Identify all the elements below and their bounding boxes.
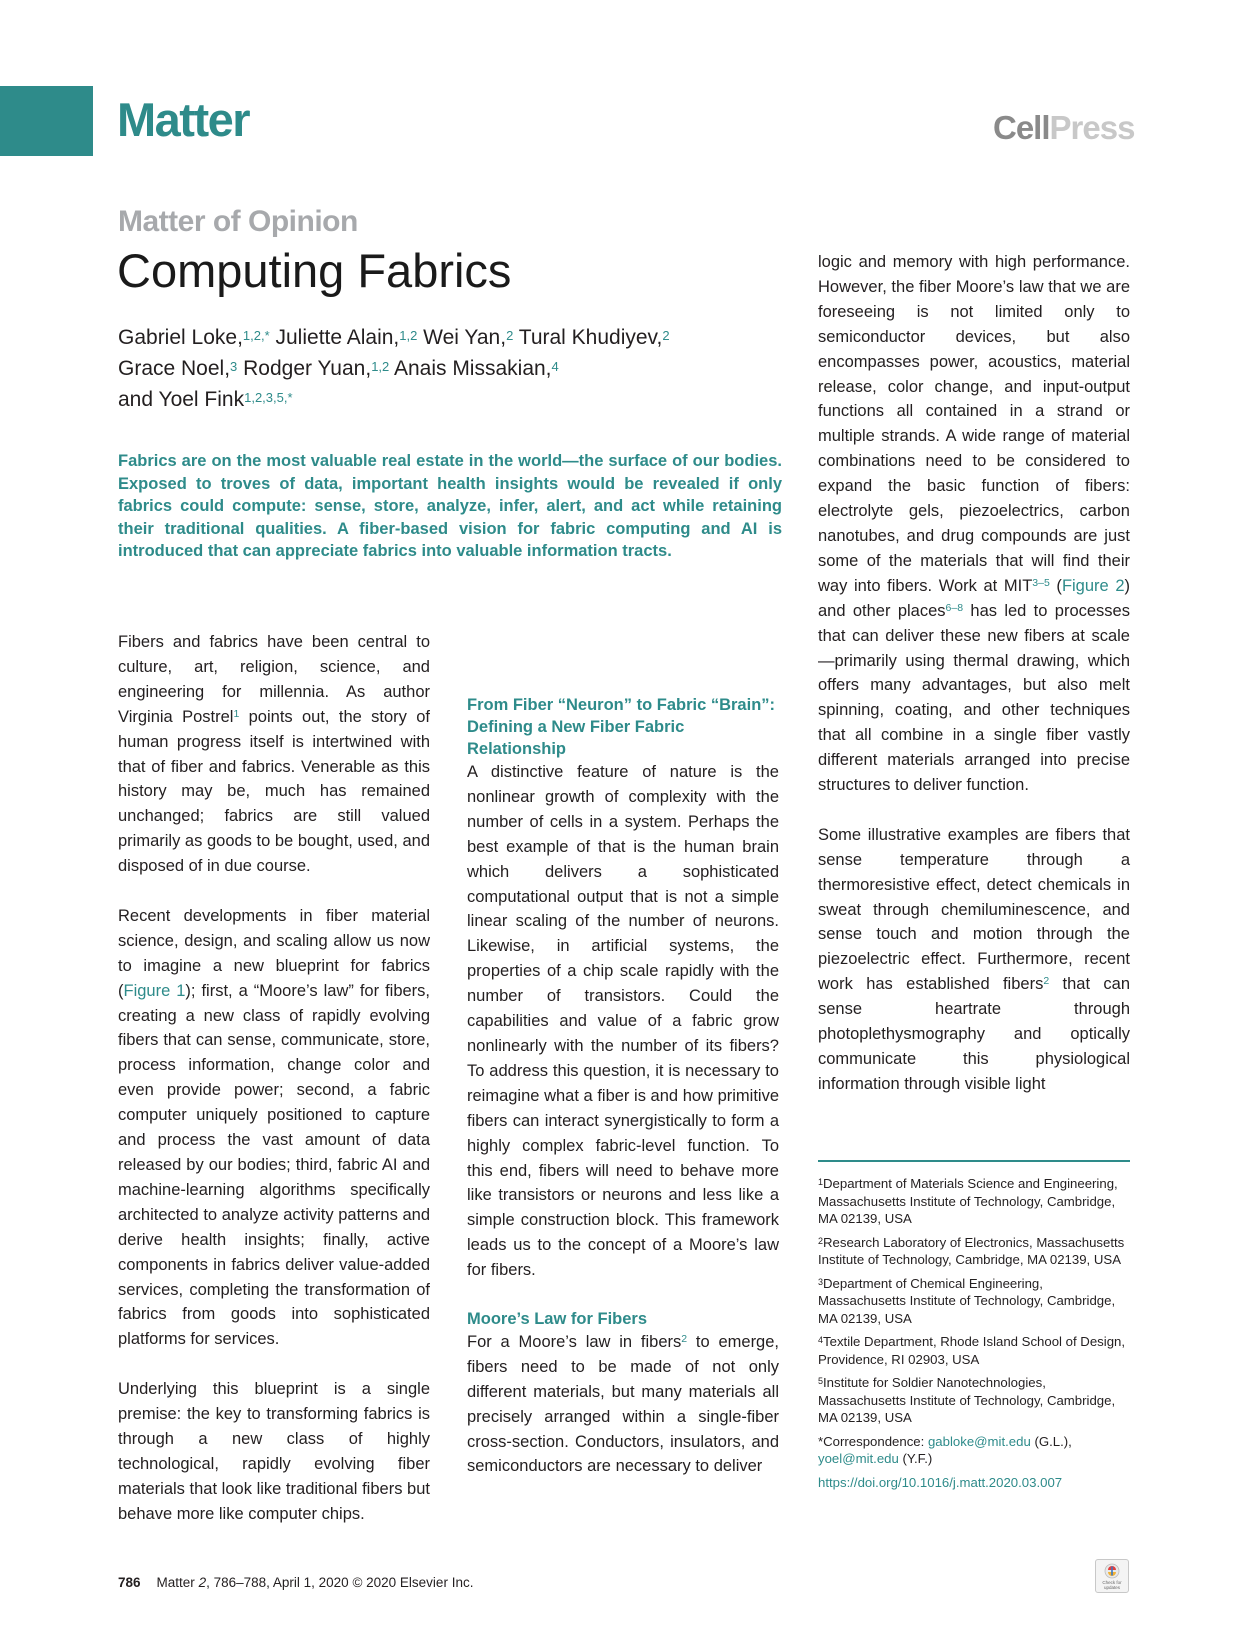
reference-link[interactable]: 2 (681, 1332, 688, 1345)
article-title: Computing Fabrics (117, 244, 512, 297)
author-list (118, 322, 758, 415)
author-name: Gabriel Loke, (118, 326, 243, 349)
section-heading: Moore’s Law for Fibers (467, 1309, 648, 1328)
author-name: Wei Yan, (423, 326, 507, 349)
author-name: Juliette Alain, (275, 326, 400, 349)
body-paragraph: Recent developments in fiber material science, design, and scaling allow us now to imagine a new blueprint for fabrics (Figure 1); first, a “Moore’s law” for fibers, creating a new class of rapidly evolving fibers that can sense, communicate, store, process information, change color and even provide power; second, a fabric computer uniquely positioned to capture and process the vast amount of data released by our bodies; third, fabric AI and machine-learning algorithms specifically architected to analyze activity patterns and derive health insights; finally, active components in fabrics deliver value-added services, completing the transformation of fabrics from goods into sophisticated platforms for services. (118, 906, 430, 1349)
doi-link[interactable]: https://doi.org/10.1016/j.matt.2020.03.007 (818, 1474, 1063, 1490)
body-paragraph: For a Moore’s law in fibers$^2$ to emerge, fibers need to be made of not only different materials, but many materials all precisely arranged within a single-fiber cross-section. Conductors, insulators, and semiconductors are necessary to deliver (467, 1332, 779, 1476)
abstract: Fabrics are on the most valuable real estate in the world—the surface of our bodies. Exposed to troves of data, important health insights would be revealed if only fabrics could compute: sense, store, analyze, infer, alert, and act while retaining their traditional qualities. A fiber-based vision for fabric computing and AI is introduced that can appreciate fabrics into valuable information tracts. (118, 452, 782, 560)
author-affiliation[interactable]: 2 (506, 328, 514, 343)
footnote-divider (818, 1160, 1130, 1162)
body-column-2 (467, 630, 779, 1479)
page-number: 786 (118, 1575, 141, 1590)
affiliation-note: $^4$Textile Department, Rhode Island School of Design, Providence, RI 02903, USA (818, 1334, 1126, 1367)
author-affiliation[interactable]: 1,2,* (242, 328, 270, 343)
check-for-updates-icon (1104, 1563, 1120, 1579)
author-affiliation[interactable]: 4 (551, 359, 559, 374)
author-affiliation[interactable]: 2 (662, 328, 670, 343)
author-affiliation[interactable]: 1,2 (371, 359, 390, 374)
reference-link[interactable]: 3–5 (1032, 576, 1050, 589)
publisher-logo-cell: Cell (993, 109, 1050, 146)
email-link[interactable]: gabloke@mit.edu (927, 1433, 1031, 1449)
author-name: Grace Noel, (118, 357, 231, 380)
body-paragraph: A distinctive feature of nature is the nonlinear growth of complexity with the number of cells in a system. Perhaps the best example of that is the human brain which delivers a sophisticated computational output that is not a simple linear scaling of the number of neurons. Likewise, in artificial systems, the properties of a chip scale rapidly with the number of transistors. Could the capabilities and value of a fabric grow nonlinearly with the number of its fibers? To address this question, it is necessary to reimagine what a fiber is and how primitive fibers can interact synergistically to form a highly complex fabric-level function. To this end, fibers will need to behave more like transistors or neurons and less like a simple construction block. This framework leads us to the concept of a Moore’s law for fibers. (467, 763, 779, 1280)
reference-link[interactable]: 2 (1043, 975, 1050, 988)
check-for-updates-badge[interactable] (1095, 1559, 1129, 1593)
affiliation-note: $^1$Department of Materials Science and Engineering, Massachusetts Institute of Technology, Cambridge, MA 02139, USA (818, 1176, 1118, 1226)
section-label: Matter of Opinion (118, 205, 358, 238)
author-name: and Yoel Fink (118, 388, 245, 411)
publisher-logo (993, 108, 1134, 148)
email-link[interactable]: yoel@mit.edu (818, 1451, 899, 1466)
citation-journal: Matter (156, 1575, 195, 1590)
affiliation-note: $^5$Institute for Soldier Nanotechnologies, Massachusetts Institute of Technology, Cambridge, MA 02139, USA (818, 1375, 1116, 1425)
body-paragraph: Fibers and fabrics have been central to culture, art, religion, science, and engineering for millennia. As author Virginia Postrel$^1$ points out, the story of human progress itself is intertwined with that of fiber and fabrics. Venerable as this history may be, much has remained unchanged; fabrics are still valued primarily as goods to be bought, used, and disposed of in due course. (118, 633, 430, 876)
figure-link[interactable]: Figure 1 (123, 981, 186, 1000)
author-name: Tural Khudiyev, (518, 326, 663, 349)
body-paragraph: Some illustrative examples are fibers that sense temperature through a thermoresistive effect, detect chemicals in sweat through chemiluminescence, and sense touch and motion through the piezoelectric effect. Furthermore, recent work has established fibers$^2$ that can sense heartrate through photoplethysmography and optically communicate this physiological information through visible light (818, 825, 1131, 1093)
body-column-1 (118, 630, 430, 1527)
author-affiliation[interactable]: 3 (230, 359, 238, 374)
correspondence: *Correspondence: gabloke@mit.edu (G.L.), yoel@mit.edu (Y.F.) (818, 1433, 1072, 1466)
reference-link[interactable]: 6–8 (945, 601, 964, 614)
body-paragraph: logic and memory with high performance. However, the fiber Moore’s law that we are foreseeing is not limited only to semiconductor devices, but also encompasses power, acoustics, material release, color change, and input-output functions all contained in a strand or multiple strands. A wide range of material combinations need to be considered to expand the basic function of fibers: electrolyte gels, piezoelectrics, carbon nanotubes, and drug compounds are just some of the materials that will find their way into fibers. Work at MIT$^{3-5}$ (Figure 2) and other places$^{6-8}$ has led to processes that can deliver these new fibers at scale—primarily using thermal drawing, which offers many advantages, but also melt spinning, coating, and other techniques that all combine in a single fiber vastly different materials arranged into precise structures to deliver function. (818, 253, 1130, 795)
page-footer (118, 1574, 473, 1592)
affiliation-note: $^3$Department of Chemical Engineering, Massachusetts Institute of Technology, Cambridge, MA 02139, USA (818, 1275, 1116, 1326)
citation-text: , 786–788, April 1, 2020 © 2020 Elsevier Inc. (206, 1575, 474, 1590)
figure-link[interactable]: Figure 2 (1061, 576, 1125, 595)
journal-name: Matter (117, 93, 250, 146)
citation-volume: 2 (198, 1575, 207, 1590)
author-name: Anais Missakian, (393, 357, 552, 380)
journal-color-block (0, 86, 93, 156)
section-heading: From Fiber “Neuron” to Fabric “Brain”: Defining a New Fiber Fabric Relationship (467, 696, 776, 758)
publisher-logo-press: Press (1049, 109, 1135, 146)
affiliation-note: $^2$Research Laboratory of Electronics, Massachusetts Institute of Technology, Cambridge, MA 02139, USA (818, 1234, 1125, 1267)
author-name: Rodger Yuan, (243, 357, 372, 380)
author-affiliation[interactable]: 1,2,3,5,* (244, 390, 293, 405)
body-paragraph: Underlying this blueprint is a single premise: the key to transforming fabrics is through a new class of highly technological, rapidly evolving fiber materials that look like traditional fibers but behave more like computer chips. (118, 1380, 430, 1523)
badge-label: Check for updates (1102, 1579, 1122, 1590)
body-column-3 (818, 250, 1130, 1097)
affiliations (818, 1175, 1130, 1491)
author-affiliation[interactable]: 1,2 (399, 328, 418, 343)
reference-link[interactable]: 1 (233, 707, 240, 720)
